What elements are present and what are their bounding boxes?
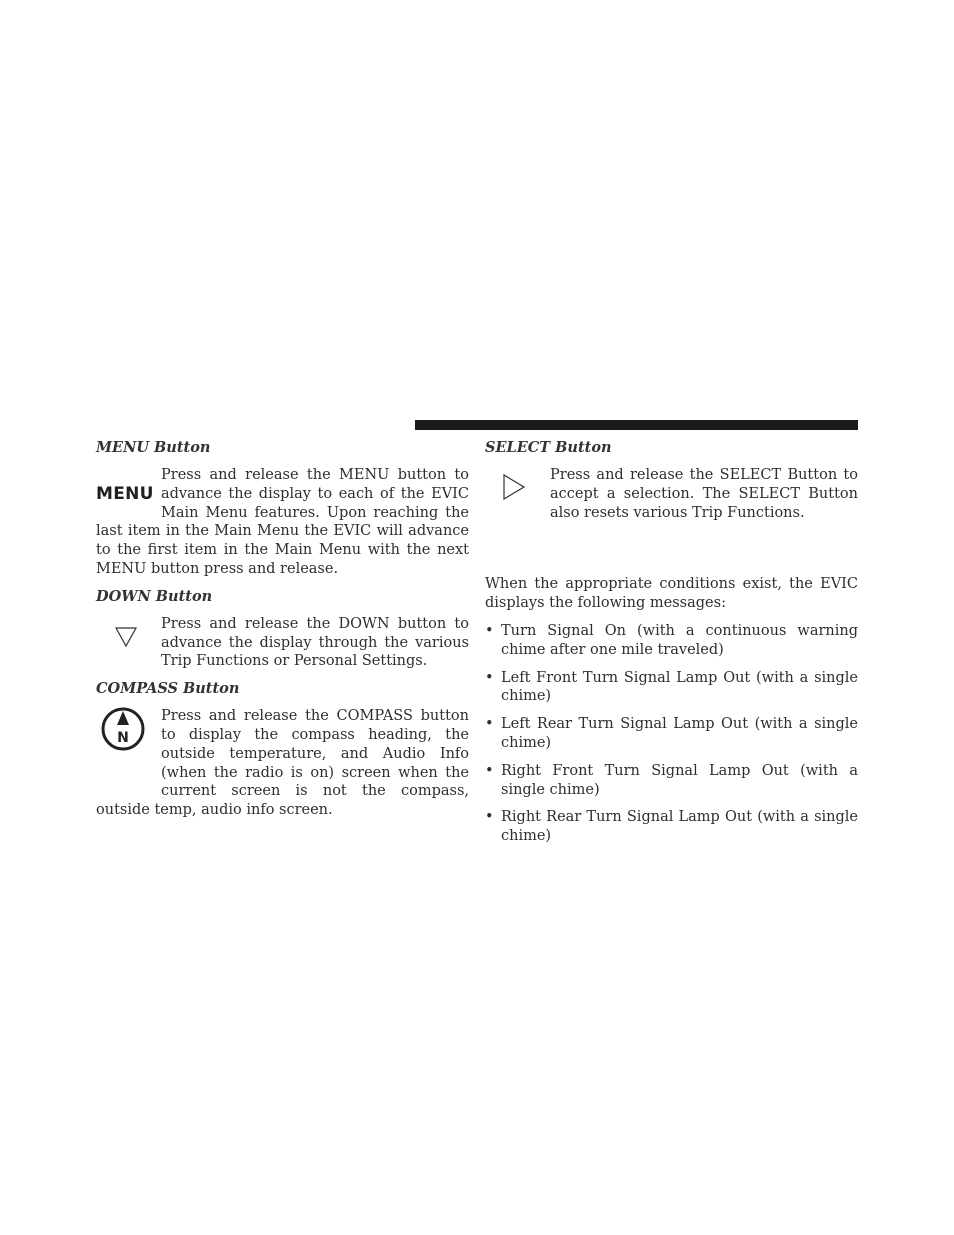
header-rule xyxy=(415,420,858,430)
compass-icon-letter: N xyxy=(117,730,129,747)
down-button-heading: DOWN Button xyxy=(96,587,213,605)
list-item: • Turn Signal On (with a continuous warning chime after one mile traveled) xyxy=(485,622,858,658)
down-triangle-icon xyxy=(96,615,161,653)
right-column xyxy=(485,438,858,855)
left-column xyxy=(96,438,469,828)
bullet-icon: • xyxy=(485,809,494,826)
message-list xyxy=(485,622,858,846)
select-button-entry xyxy=(485,466,858,522)
down-button-entry xyxy=(96,615,469,671)
select-button-description: Press and release the SELECT Button to accept a selection. The SELECT Button also resets various Trip Functions. xyxy=(550,467,858,521)
compass-button-heading: COMPASS Button xyxy=(96,680,240,698)
bullet-icon: • xyxy=(485,762,494,779)
menu-button-heading: MENU Button xyxy=(96,439,211,456)
select-button-heading: SELECT Button xyxy=(485,439,612,456)
menu-icon-label: MENU xyxy=(96,484,154,504)
compass-button-entry xyxy=(96,707,469,820)
menu-button-entry xyxy=(96,466,469,579)
menu-button-description: Press and release the MENU button to advance the display to each of the EVIC Main Menu features. Upon reaching the last item in the Main Menu the EVIC will advance to the first item in the Main Menu with the next MENU button press and release. xyxy=(96,467,469,577)
down-button-description: Press and release the DOWN button to advance the display through the various Trip Functions or Personal Settings. xyxy=(161,615,469,670)
bullet-icon: • xyxy=(485,716,494,733)
compass-icon xyxy=(96,707,161,783)
bullet-icon: • xyxy=(485,669,494,686)
compass-button-description: Press and release the COMPASS button to display the compass heading, the outside temperature, and Audio Info (when the radio is on) screen when the current screen is not the compass, outside temp, audio info screen. xyxy=(96,708,469,819)
right-triangle-icon xyxy=(485,466,550,504)
messages-intro: When the appropriate conditions exist, the EVIC displays the following messages: xyxy=(485,576,858,612)
list-item: • Right Rear Turn Signal Lamp Out (with a single chime) xyxy=(485,809,858,845)
bullet-icon: • xyxy=(485,622,494,639)
list-item: • Left Front Turn Signal Lamp Out (with a single chime) xyxy=(485,669,858,705)
list-item: • Right Front Turn Signal Lamp Out (with a single chime) xyxy=(485,762,858,798)
list-item: • Left Rear Turn Signal Lamp Out (with a single chime) xyxy=(485,716,858,751)
menu-icon xyxy=(96,466,161,522)
